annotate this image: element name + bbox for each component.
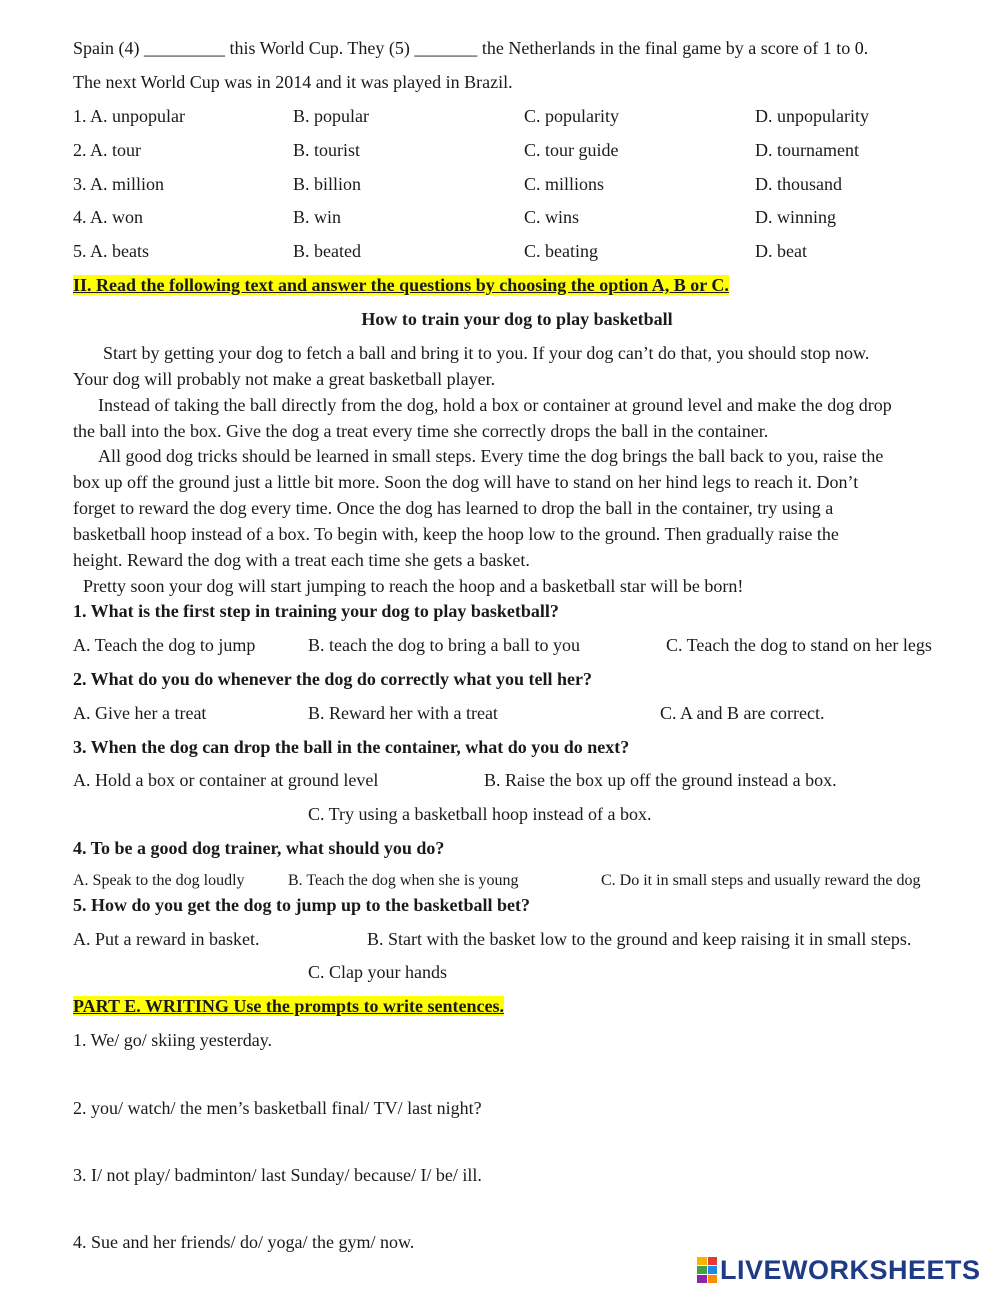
question: 1. What is the first step in training your dog to play basketball? — [73, 601, 559, 621]
logo-block — [708, 1275, 718, 1283]
option-a: 1. A. unpopular — [73, 106, 185, 126]
answer-a: A. Put a reward in basket. — [73, 929, 260, 949]
option-c: C. popularity — [524, 106, 619, 126]
answer-c: C. Clap your hands — [308, 962, 447, 982]
option-d: D. tournament — [755, 140, 859, 160]
question: 3. When the dog can drop the ball in the container, what do you do next? — [73, 737, 630, 757]
passage-line: Spain (4) _________ this World Cup. They (5) _______ the Netherlands in the final game by a score of 1 to 0. — [73, 38, 869, 58]
answer-b: B. Raise the box up off the ground instead a box. — [484, 770, 837, 790]
option-a: 2. A. tour — [73, 140, 142, 160]
reading-title: How to train your dog to play basketball — [361, 309, 673, 329]
writing-prompt: 3. I/ not play/ badminton/ last Sunday/ because/ I/ be/ ill. — [73, 1165, 482, 1185]
option-c: C. millions — [524, 174, 605, 194]
answer-a: A. Speak to the dog loudly — [73, 872, 245, 889]
answer-c: C. Do it in small steps and usually reward the dog — [601, 872, 921, 889]
option-b: B. popular — [293, 106, 369, 126]
answer-a: A. Hold a box or container at ground level — [73, 770, 379, 790]
option-c: C. wins — [524, 207, 580, 227]
option-d: D. beat — [755, 241, 807, 261]
question: 2. What do you do whenever the dog do correctly what you tell her? — [73, 669, 592, 689]
option-b: B. win — [293, 207, 342, 227]
answer-b: B. Teach the dog when she is young — [288, 872, 519, 889]
logo-block — [708, 1266, 718, 1274]
reading-line: Start by getting your dog to fetch a ball and bring it to you. If your dog can’t do that, you should stop now. — [103, 343, 870, 363]
answer-c: C. Try using a basketball hoop instead of a box. — [308, 804, 652, 824]
liveworksheets-logo — [697, 1255, 981, 1285]
option-a: 4. A. won — [73, 207, 144, 227]
logo-block — [697, 1275, 707, 1283]
writing-prompt: 2. you/ watch/ the men’s basketball final/ TV/ last night? — [73, 1098, 482, 1118]
option-d: D. thousand — [755, 174, 842, 194]
option-d: D. unpopularity — [755, 106, 869, 126]
writing-prompt: 1. We/ go/ skiing yesterday. — [73, 1030, 273, 1050]
logo-block — [697, 1257, 707, 1265]
section-heading: II. Read the following text and answer the questions by choosing the option A, B or C. — [73, 275, 729, 295]
answer-b: B. teach the dog to bring a ball to you — [308, 635, 580, 655]
reading-line: All good dog tricks should be learned in small steps. Every time the dog brings the ball back to you, raise the — [98, 446, 884, 466]
answer-b: B. Start with the basket low to the ground and keep raising it in small steps. — [367, 929, 912, 949]
option-a: 5. A. beats — [73, 241, 149, 261]
reading-line: Your dog will probably not make a great basketball player. — [73, 369, 496, 389]
answer-c: C. Teach the dog to stand on her legs — [666, 635, 932, 655]
reading-line: basketball hoop instead of a box. To begin with, keep the hoop low to the ground. Then gradually raise the — [73, 524, 839, 544]
answer-b: B. Reward her with a treat — [308, 703, 498, 723]
reading-line: forget to reward the dog every time. Once the dog has learned to drop the ball in the container, try using a — [73, 498, 834, 518]
option-b: B. billion — [293, 174, 362, 194]
reading-line: box up off the ground just a little bit more. Soon the dog will have to stand on her hind legs to reach it. Don’t — [73, 472, 859, 492]
logo-blocks-icon — [697, 1257, 717, 1283]
option-c: C. beating — [524, 241, 598, 261]
passage-line: The next World Cup was in 2014 and it was played in Brazil. — [73, 72, 513, 92]
option-b: B. tourist — [293, 140, 361, 160]
question: 4. To be a good dog trainer, what should you do? — [73, 838, 445, 858]
question: 5. How do you get the dog to jump up to the basketball bet? — [73, 895, 531, 915]
writing-prompt: 4. Sue and her friends/ do/ yoga/ the gym/ now. — [73, 1232, 415, 1252]
part-e-heading: PART E. WRITING Use the prompts to write sentences. — [73, 996, 505, 1016]
answer-a: A. Teach the dog to jump — [73, 635, 256, 655]
logo-text: LIVEWORKSHEETS — [720, 1254, 981, 1285]
reading-line: the ball into the box. Give the dog a treat every time she correctly drops the ball in the container. — [73, 421, 769, 441]
answer-a: A. Give her a treat — [73, 703, 207, 723]
answer-c: C. A and B are correct. — [660, 703, 825, 723]
reading-line: height. Reward the dog with a treat each time she gets a basket. — [73, 550, 530, 570]
option-a: 3. A. million — [73, 174, 165, 194]
option-c: C. tour guide — [524, 140, 619, 160]
option-b: B. beated — [293, 241, 361, 261]
logo-block — [697, 1266, 707, 1274]
reading-line: Pretty soon your dog will start jumping to reach the hoop and a basketball star will be born! — [83, 576, 744, 596]
logo-block — [708, 1257, 718, 1265]
reading-line: Instead of taking the ball directly from the dog, hold a box or container at ground level and make the dog drop — [98, 395, 892, 415]
option-d: D. winning — [755, 207, 836, 227]
